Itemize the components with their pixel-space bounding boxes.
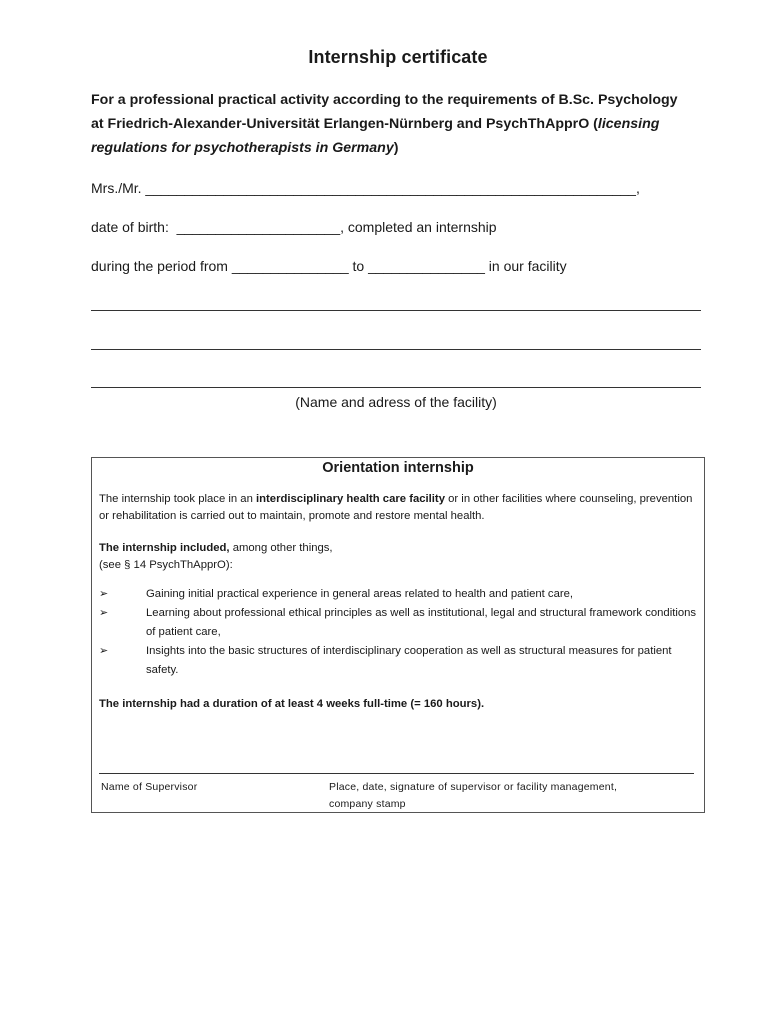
arrow-bullet-icon: ➢ xyxy=(99,645,109,657)
intro-closing-paren: ) xyxy=(393,140,399,156)
supervisor-name-label: Name of Supervisor xyxy=(101,781,198,793)
orientation-title: Orientation internship xyxy=(322,460,474,476)
desc-text: The internship took place in an xyxy=(99,493,256,505)
facility-caption: (Name and adress of the facility) xyxy=(295,394,497,410)
bullet-text: Insights into the basic structures of interdisciplinary cooperation as well as structural measures for patient safety. xyxy=(146,645,672,676)
date-of-birth-field-line[interactable]: date of birth: _____________________, completed an internship xyxy=(91,219,497,235)
desc-text-rest: or in other facilities where counseling, prevention or rehabilitation is carried out to maintain, promote and restore mental health. xyxy=(99,493,693,522)
intro-text: For a professional practical activity according to the requirements of B.Sc. Psychology at Friedrich-Alexander-Universität Erlangen-Nürnberg and PsychThApprO ( xyxy=(91,92,678,132)
arrow-bullet-icon: ➢ xyxy=(99,588,109,600)
list-item xyxy=(99,604,699,642)
intro-italic-text: licensing regulations for psychotherapists in Germany xyxy=(91,116,660,156)
list-item xyxy=(99,642,699,680)
signature-line[interactable] xyxy=(99,773,694,774)
desc-bold-text: interdisciplinary health care facility xyxy=(256,493,445,505)
list-item xyxy=(99,585,699,604)
period-field-line[interactable]: during the period from _______________ to _______________ in our facility xyxy=(91,258,567,274)
duration-statement: The internship had a duration of at least 4 weeks full-time (= 160 hours). xyxy=(99,698,485,710)
bullet-text: Gaining initial practical experience in general areas related to health and patient care, xyxy=(146,588,574,600)
facility-blank-line[interactable] xyxy=(91,387,701,388)
signature-label: Place, date, signature of supervisor or facility management, company stamp xyxy=(329,781,618,810)
facility-blank-line[interactable] xyxy=(91,349,701,350)
included-bold-text: The internship included, xyxy=(99,542,230,554)
arrow-bullet-icon: ➢ xyxy=(99,607,109,619)
included-reference: (see § 14 PsychThApprO): xyxy=(99,559,233,571)
page-title: Internship certificate xyxy=(308,47,488,67)
intro-paragraph xyxy=(91,88,691,160)
name-field-line[interactable]: Mrs./Mr. _______________________________________________________________, xyxy=(91,180,640,196)
orientation-description xyxy=(99,491,699,525)
facility-blank-line[interactable] xyxy=(91,310,701,311)
bullet-text: Learning about professional ethical principles as well as institutional, legal and structural framework conditions of patient care, xyxy=(146,607,697,638)
included-heading xyxy=(99,540,699,574)
orientation-internship-box xyxy=(91,457,705,813)
included-bullet-list xyxy=(99,585,699,680)
included-text: among other things, xyxy=(229,542,333,554)
